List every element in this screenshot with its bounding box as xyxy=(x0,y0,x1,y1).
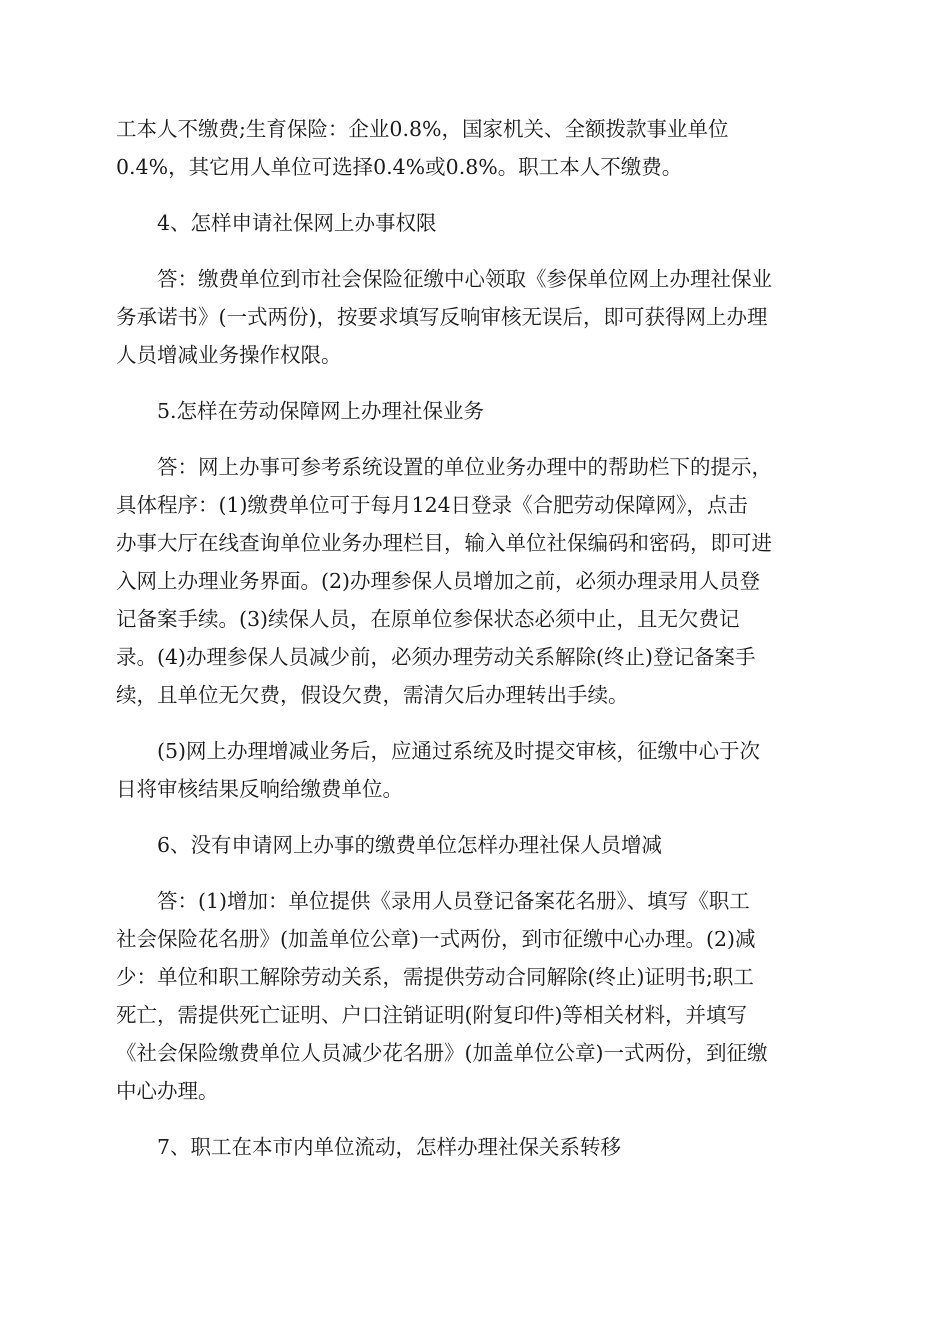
text-line: 中心办理。 xyxy=(116,1079,219,1103)
text-line: 答：(1)增加：单位提供《录用人员登记备案花名册》、填写《职工 xyxy=(157,889,750,913)
text-line: 少：单位和职工解除劳动关系，需提供劳动合同解除(终止)证明书;职工 xyxy=(116,965,754,989)
text-line: 入网上办理业务界面。(2)办理参保人员增加之前，必须办理录用人员登 xyxy=(116,569,761,593)
text-line: 答：缴费单位到市社会保险征缴中心领取《参保单位网上办理社保业 xyxy=(157,267,772,291)
paragraph-insurance-rates xyxy=(116,110,836,186)
text-line: 工本人不缴费;生育保险：企业0.8%，国家机关、全额拨款事业单位 xyxy=(116,117,729,141)
question-text: 6、没有申请网上办事的缴费单位怎样办理社保人员增减 xyxy=(157,833,663,857)
text-line: 答：网上办事可参考系统设置的单位业务办理中的帮助栏下的提示， xyxy=(157,455,772,479)
text-line: 《社会保险缴费单位人员减少花名册》(加盖单位公章)一式两份，到征缴 xyxy=(116,1041,768,1065)
text-line: 续，且单位无欠费，假设欠费，需清欠后办理转出手续。 xyxy=(116,683,629,707)
text-line: 日将审核结果反响给缴费单位。 xyxy=(116,777,403,801)
text-line: 0.4%，其它用人单位可选择0.4%或0.8%。职工本人不缴费。 xyxy=(116,155,683,179)
answer-paragraph-4 xyxy=(116,260,836,374)
question-text: 4、怎样申请社保网上办事权限 xyxy=(157,211,437,235)
text-line: 记备案手续。(3)续保人员，在原单位参保状态必须中止，且无欠费记 xyxy=(116,607,740,631)
question-heading-6 xyxy=(116,826,836,864)
text-line: 具体程序：(1)缴费单位可于每月124日登录《合肥劳动保障网》，点击 xyxy=(116,493,748,517)
question-text: 5.怎样在劳动保障网上办理社保业务 xyxy=(157,399,485,423)
text-line: 务承诺书》(一式两份)，按要求填写反响审核无误后，即可获得网上办理 xyxy=(116,305,768,329)
text-line: 办事大厅在线查询单位业务办理栏目，输入单位社保编码和密码，即可进 xyxy=(116,531,772,555)
question-heading-5 xyxy=(116,392,836,430)
text-line: 社会保险花名册》(加盖单位公章)一式两份，到市征缴中心办理。(2)减 xyxy=(116,927,756,951)
answer-paragraph-5 xyxy=(116,448,836,714)
question-text: 7、职工在本市内单位流动，怎样办理社保关系转移 xyxy=(157,1135,622,1159)
answer-paragraph-6 xyxy=(116,882,836,1110)
text-line: 录。(4)办理参保人员减少前，必须办理劳动关系解除(终止)登记备案手 xyxy=(116,645,756,669)
document-page xyxy=(116,110,836,1184)
text-line: 人员增减业务操作权限。 xyxy=(116,343,342,367)
question-heading-4 xyxy=(116,204,836,242)
answer-paragraph-5-continued xyxy=(116,732,836,808)
text-line: 死亡，需提供死亡证明、户口注销证明(附复印件)等相关材料，并填写 xyxy=(116,1003,747,1027)
text-line: (5)网上办理增减业务后，应通过系统及时提交审核，征缴中心于次 xyxy=(157,739,761,763)
question-heading-7 xyxy=(116,1128,836,1166)
